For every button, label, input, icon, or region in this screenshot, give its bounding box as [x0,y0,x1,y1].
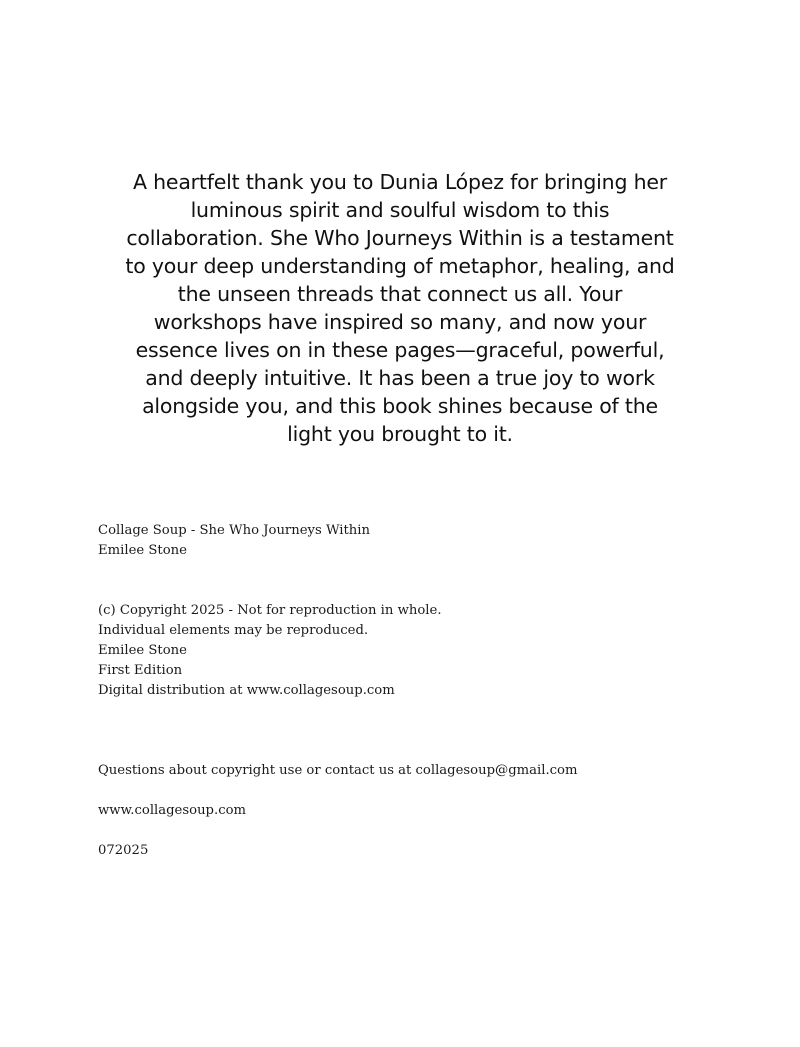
dedication-line: alongside you, and this book shines because of the [142,394,658,418]
website-url: www.collagesoup.com [98,803,247,818]
contact-block [98,761,578,781]
title-block [98,521,370,561]
dedication-line: A heartfelt thank you to Dunia López for bringing her [132,170,668,194]
edition-label: First Edition [98,663,183,678]
reproduction-note: Individual elements may be reproduced. [98,623,369,638]
author-name: Emilee Stone [98,543,187,558]
dedication-paragraph [90,168,710,448]
dedication-line: essence lives on in these pages—graceful, powerful, [135,338,665,362]
website-block [98,801,246,821]
dedication-line: to your deep understanding of metaphor, healing, and [125,254,675,278]
distribution-note: Digital distribution at www.collagesoup.com [98,683,395,698]
copyright-notice: (c) Copyright 2025 - Not for reproduction in whole. [98,603,442,618]
edition-code: 072025 [98,843,149,858]
copyright-author: Emilee Stone [98,643,187,658]
dedication-line: and deeply intuitive. It has been a true joy to work [145,366,655,390]
copyright-block [98,601,442,701]
dedication-line: luminous spirit and soulful wisdom to this [190,198,610,222]
dedication-line: collaboration. She Who Journeys Within is a testament [126,226,674,250]
edition-code-block [98,841,148,861]
dedication-line: light you brought to it. [287,422,513,446]
dedication-line: the unseen threads that connect us all. Your [177,282,623,306]
book-title: Collage Soup - She Who Journeys Within [98,523,370,538]
contact-text: Questions about copyright use or contact us at collagesoup@gmail.com [98,763,578,778]
dedication-line: workshops have inspired so many, and now your [153,310,647,334]
